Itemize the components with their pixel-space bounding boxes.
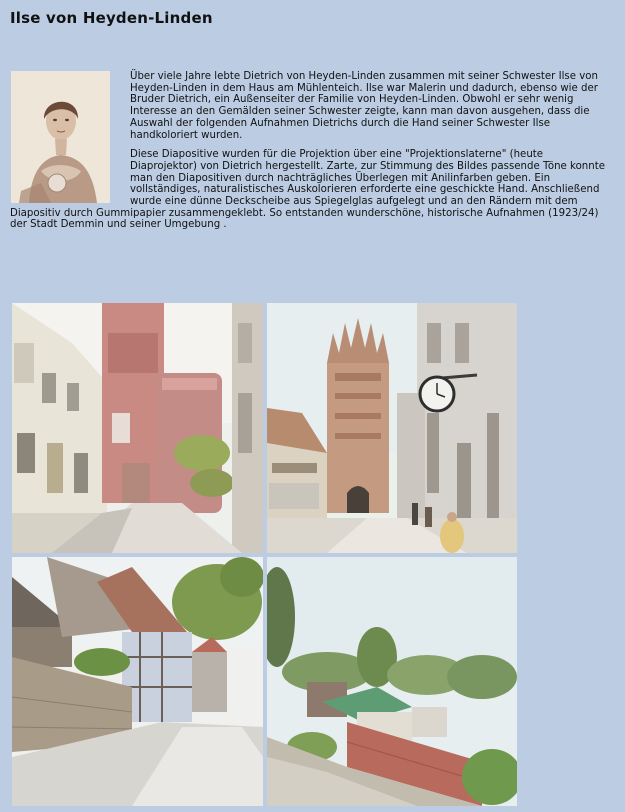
page-title: Ilse von Heyden-Linden (10, 9, 213, 27)
intro-paragraph-2: Diese Diapositive wurden für die Projektion über eine "Projektionslaterne" (heute Diaprojektor) von Dietrich hergestellt. Zarte, zur Stimmung des Bildes passende Töne konnte man den Diapositiven durch nachträgliches Überlegen mit Anilinfarben geben. Ein vollständiges, naturalistisches Auskolorieren erforderte eine geschickte Hand. Anschließend wurde eine dünne Deckscheibe aus Spiegelglas aufgelegt und an den Rändern mit dem Diapositiv durch Gummipapier zusammengeklebt. So entstanden wunderschöne, historische Aufnahmen (1923/24) der Stadt Demmin und seiner Umgebung . (10, 149, 605, 231)
photo-street-gate-tower (12, 303, 263, 553)
intro-text (10, 71, 612, 239)
photo-half-timbered-lane (12, 557, 263, 806)
photo-garden-wall-view (267, 557, 517, 806)
intro-paragraph-1: Über viele Jahre lebte Dietrich von Heyden-Linden zusammen mit seiner Schwester Ilse von Heyden-Linden in dem Haus am Mühlenteich. Ilse war Malerin und dadurch, ebenso wie der Bruder Dietrich, ein Außenseiter der Familie von Heyden-Linden. Obwohl er sehr wenig Interesse an den Gemälden seiner Schwester zeigte, kann man davon ausgehen, dass die Auswahl der folgenden Aufnahmen Dietrichs durch die Hand seiner Schwester Ilse handkoloriert wurden. (130, 71, 598, 141)
photo-street-gothic-gate (267, 303, 517, 553)
